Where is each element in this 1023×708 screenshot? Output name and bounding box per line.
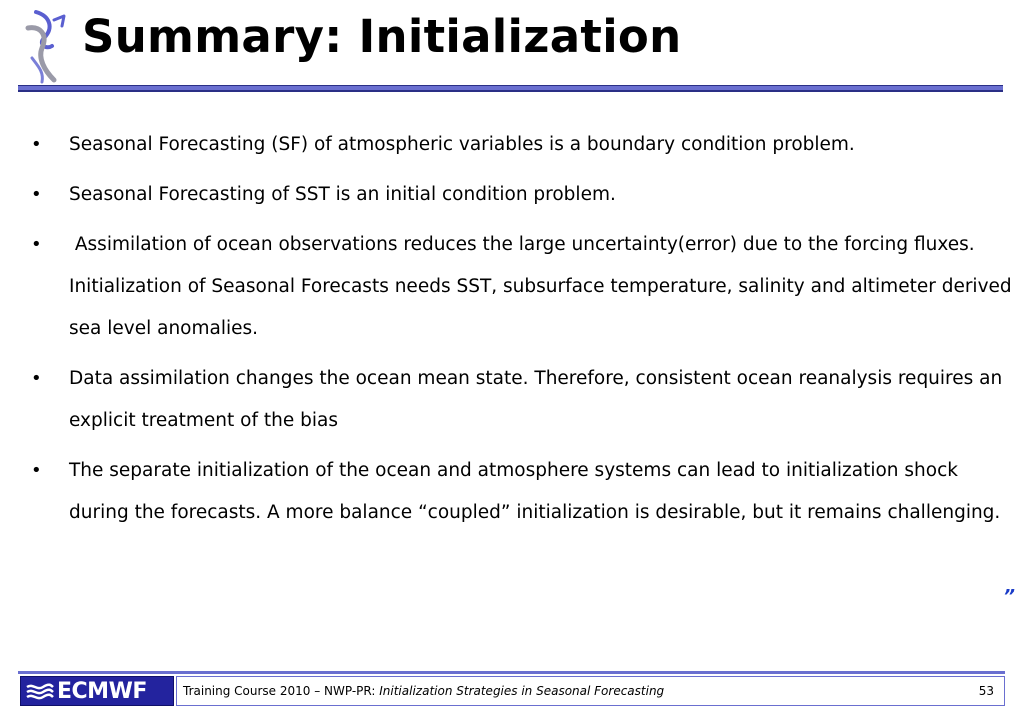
bullet-item xyxy=(0,174,1023,216)
footer-course-prefix: Training Course 2010 – NWP-PR: xyxy=(183,684,380,698)
bullet-text: Seasonal Forecasting (SF) of atmospheric variables is a boundary condition problem. xyxy=(69,134,855,155)
trailing-quote-mark: ” xyxy=(1003,586,1015,607)
bullet-list xyxy=(0,124,1023,542)
bullet-marker: • xyxy=(31,234,42,255)
ecmwf-swirl-logo-icon xyxy=(24,8,68,84)
bullet-text: Data assimilation changes the ocean mean state. Therefore, consistent ocean reanalysis requires an explicit treatment of the bias xyxy=(69,368,1009,431)
ecmwf-footer-logo xyxy=(20,676,174,706)
footer-course-title: Initialization Strategies in Seasonal Forecasting xyxy=(379,684,665,698)
title-divider xyxy=(18,85,1003,92)
bullet-text: Seasonal Forecasting of SST is an initial condition problem. xyxy=(69,184,616,205)
bullet-marker: • xyxy=(31,134,42,155)
bullet-marker: • xyxy=(31,184,42,205)
bullet-item xyxy=(0,450,1023,534)
footer-divider xyxy=(18,671,1005,674)
ecmwf-waves-icon xyxy=(25,682,55,702)
bullet-marker: • xyxy=(31,460,42,481)
bullet-text: Assimilation of ocean observations reduces the large uncertainty(error) due to the forcing fluxes. Initialization of Seasonal Forecasts needs SST, subsurface temperature, salinity and altimeter derived sea level anomalies. xyxy=(69,234,1018,339)
footer-course xyxy=(183,683,664,699)
page-number: 53 xyxy=(978,684,994,698)
bullet-marker: • xyxy=(31,368,42,389)
bullet-item xyxy=(0,224,1023,350)
footer-logo-text: ECMWF xyxy=(57,679,147,704)
bullet-item xyxy=(0,124,1023,166)
footer-bar xyxy=(176,676,1005,706)
bullet-item xyxy=(0,358,1023,442)
slide-title: Summary: Initialization xyxy=(82,10,682,63)
bullet-text: The separate initialization of the ocean and atmosphere systems can lead to initialization shock during the forecasts. A more balance “coupled” initialization is desirable, but it remains challenging. xyxy=(69,460,1001,523)
